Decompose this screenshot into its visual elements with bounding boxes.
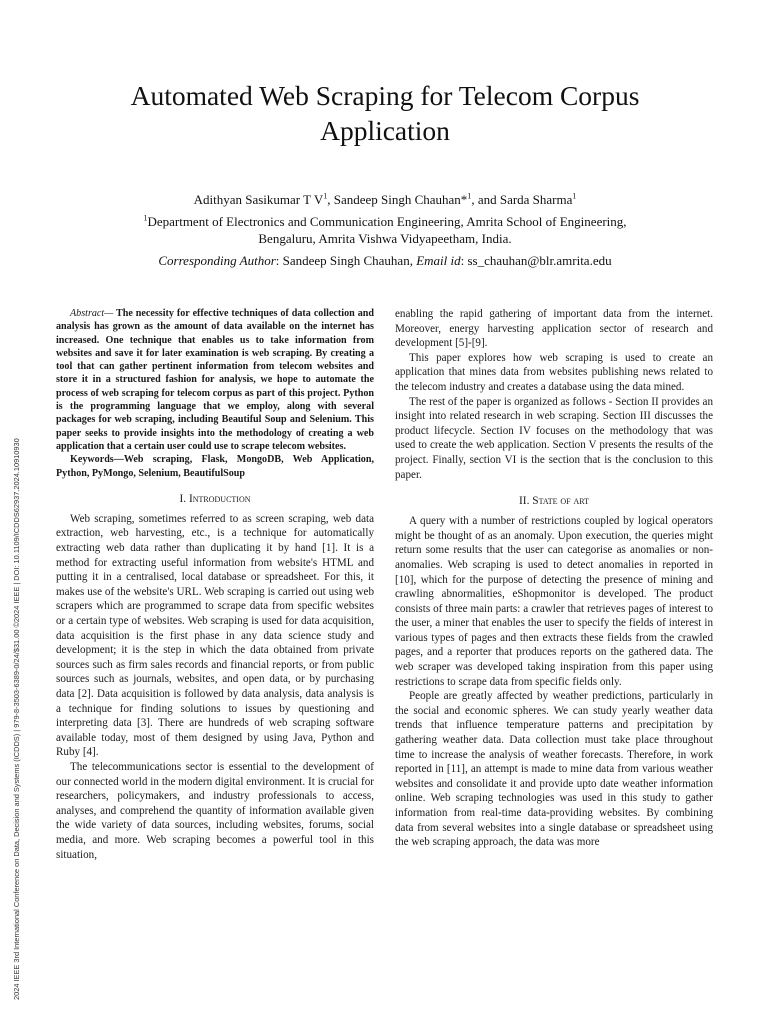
corresponding-author-name: : Sandeep Singh Chauhan, [275, 253, 417, 268]
corresponding-author-label: Corresponding Author [158, 253, 276, 268]
author-3-affil-mark: 1 [572, 191, 577, 201]
email-address: : ss_chauhan@blr.amrita.edu [460, 253, 612, 268]
abstract-text: The necessity for effective techniques of data collection and analysis has grown as the amount of data available on the internet has increased. One technique that enables us to take information from websites and save it for later examination is web scraping. By creating a tool that can gather pertinent information from telecom websites and store it in a structured fashion for analysis, we hope to automate the process of web scraping for telecom corpus as part of this project. Python is the programming language that we employ, along with several packages for web scraping, including Beautiful Soup and Selenium. This paper seeks to provide insights into the methodology of creating a web application that a certain user could use to scrape telecom websites. [56, 308, 374, 452]
affiliation-mark: 1 [143, 213, 148, 223]
intro-paragraph-2-continued: enabling the rapid gathering of important data from the internet. Moreover, energy harvesting application sector of research and development [5]-[9]. [395, 308, 713, 350]
abstract [56, 307, 374, 453]
state-of-art-paragraph-2: People are greatly affected by weather predictions, particularly in the social and economic spheres. We can study yearly weather data trends that influence temperature patterns and precipitation by gathering weather data. Data collection must take place throughout time to increase the analysis of weather forecasts. Therefore, in work reported in [11], an attempt is made to mine data from various weather websites and consolidate it and provide upto date weather information online. Web scraping technologies was used in this study to gather information from real-time data-providing websites. By combining data from several websites into a single database or spreadsheet using the web scraping approach, the data was more [395, 690, 713, 849]
author-2: , Sandeep Singh Chauhan* [327, 192, 468, 207]
intro-paragraph-4: The rest of the paper is organized as follows - Section II provides an insight into related research in web scraping. Section III discusses the product lifecycle. Section IV focuses on the methodology that was used to create the web application. Section V presents the results of the project. Finally, section VI is the section that is the conclusion to this paper. [395, 395, 713, 481]
affiliation-line-2: Bengaluru, Amrita Vishwa Vidyapeetham, India. [258, 231, 512, 246]
corresponding-author [60, 252, 710, 269]
affiliation-line-1: Department of Electronics and Communication Engineering, Amrita School of Engineering, [147, 214, 627, 229]
author-2-affil-mark: 1 [467, 191, 472, 201]
author-1: Adithyan Sasikumar T V [193, 192, 324, 207]
intro-paragraph-3: This paper explores how web scraping is used to create an application that mines data from websites publishing news related to the telecom industry and creates a database using the data mined. [395, 351, 713, 393]
affiliation [60, 213, 710, 247]
doi-citation: 2024 IEEE 3rd International Conference on Data, Decision and Systems (ICDDS) | 979-8-3503-6389-0/24/$31.00 ©2024 IEEE | DOI: 10.1109/ICDDS62937.2024.10910930 [12, 438, 21, 1000]
left-column [56, 307, 374, 862]
title-line-1: Automated Web Scraping for Telecom Corpus [130, 80, 640, 111]
section-1-heading: I. Introduction [179, 492, 251, 505]
intro-paragraph-1: Web scraping, sometimes referred to as screen scraping, web data extraction, web harvesting, etc., is a technique for automatically extracting web data rather than duplicating it by hand [1]. It is a method for extracting useful information from website's HTML and putting it in a centralised, local database or spreadsheet. For this, it makes use of the website's URL. Web scraping is carried out using web scrapers which are programmed to scrape data from specific websites or a certain type of websites. Web scraping is used for data acquisition, data acquisition is the first phase in any data science study and development; it is the step in which the data obtained from private sources such as firm sales records and financial reports, or from public sources such as journals, websites, and open data, or by purchasing data [2]. Data acquisition is followed by data analysis, data analysis is a technique for finding solutions to issues by questioning and interpreting data [3]. There are hundreds of web scraping software available today, most of them designed by using Java, Python and Ruby [4]. [56, 512, 374, 759]
intro-paragraph-2: The telecommunications sector is essential to the development of our connected world in the modern digital environment. It is crucial for researchers, policymakers, and industry professionals to access, analyses, and comprehend the quantity of information available given the wide variety of data sources, including websites, forums, social media, and more. Web scraping becomes a powerful tool in this situation, [56, 760, 374, 861]
state-of-art-paragraph-1: A query with a number of restrictions coupled by logical operators might be thought of as an anomaly. Upon execution, the queries might return some results that the user can categorise as anomalies or non-anomalies. Web scraping is used to detect anomalies in reported in [10], which for the purpose of detecting the presence of mining and crawling abnormalities, eShopmonitor is developed. The product consists of three main parts: a crawler that retrieves pages of interest to the user, a miner that enables the user to specify the fields of interest in various types of pages and then extracts these fields from the crawled pages, and a reporter that produces reports on the gathered data. The web scraper was developed taking inspiration from this paper using restrictions to scrape data from specific fields only. [395, 515, 713, 688]
email-label: Email id [416, 253, 461, 268]
abstract-label: Abstract— [70, 308, 114, 319]
author-1-affil-mark: 1 [323, 191, 328, 201]
conference-sidebar [10, 240, 24, 1000]
right-column [395, 307, 713, 850]
author-3: , and Sarda Sharma [471, 192, 573, 207]
paper-title [60, 78, 710, 148]
keywords: Keywords—Web scraping, Flask, MongoDB, Web Application, Python, PyMongo, Selenium, BeautifulSoup [56, 454, 374, 479]
title-line-2: Application [320, 115, 450, 146]
section-2-heading: II. State of art [519, 495, 589, 508]
author-list [60, 191, 710, 209]
